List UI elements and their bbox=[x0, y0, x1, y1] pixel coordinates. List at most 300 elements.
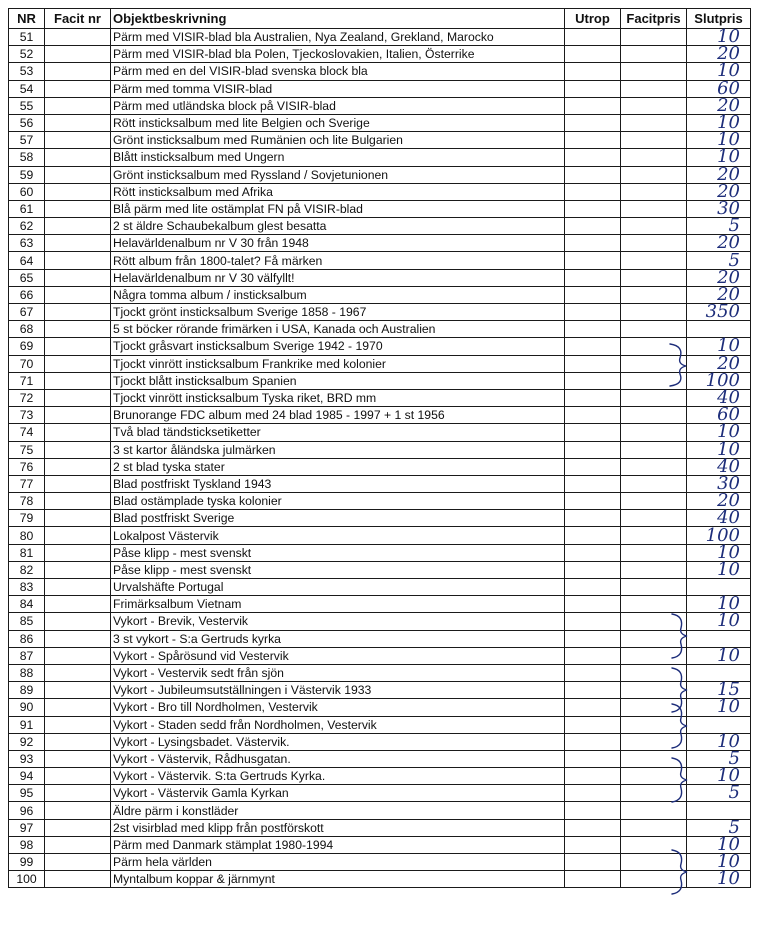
facitpris-cell bbox=[621, 304, 687, 321]
lot-description: 2 st blad tyska stater bbox=[111, 458, 565, 475]
lot-description: Påse klipp - mest svenskt bbox=[111, 544, 565, 561]
utrop-cell bbox=[565, 286, 621, 303]
utrop-cell bbox=[565, 235, 621, 252]
facitpris-cell bbox=[621, 97, 687, 114]
facitpris-cell bbox=[621, 252, 687, 269]
lot-number: 54 bbox=[9, 80, 45, 97]
facit-nr-cell bbox=[45, 768, 111, 785]
utrop-cell bbox=[565, 424, 621, 441]
facit-nr-cell bbox=[45, 630, 111, 647]
table-row bbox=[9, 252, 751, 269]
utrop-cell bbox=[565, 407, 621, 424]
table-row bbox=[9, 785, 751, 802]
lot-number: 52 bbox=[9, 46, 45, 63]
lot-number: 88 bbox=[9, 664, 45, 681]
lot-description: Blad postfriskt Sverige bbox=[111, 510, 565, 527]
table-row bbox=[9, 871, 751, 888]
lot-number: 96 bbox=[9, 802, 45, 819]
lot-number: 100 bbox=[9, 871, 45, 888]
table-row bbox=[9, 407, 751, 424]
slutpris-handwritten: 5 bbox=[687, 750, 751, 767]
utrop-cell bbox=[565, 854, 621, 871]
lot-description: Rött insticksalbum med lite Belgien och Sverige bbox=[111, 114, 565, 131]
utrop-cell bbox=[565, 527, 621, 544]
facit-nr-cell bbox=[45, 596, 111, 613]
table-row bbox=[9, 183, 751, 200]
slutpris-handwritten: 60 bbox=[687, 80, 751, 97]
lot-rows bbox=[9, 26, 751, 890]
facit-nr-cell bbox=[45, 132, 111, 149]
facitpris-cell bbox=[621, 183, 687, 200]
utrop-cell bbox=[565, 768, 621, 785]
facitpris-cell bbox=[621, 286, 687, 303]
facitpris-cell bbox=[621, 561, 687, 578]
utrop-cell bbox=[565, 836, 621, 853]
slutpris-handwritten: 20 bbox=[687, 166, 751, 183]
utrop-cell bbox=[565, 355, 621, 372]
lot-description: Vykort - Vestervik sedt från sjön bbox=[111, 664, 565, 681]
lot-number: 62 bbox=[9, 218, 45, 235]
table-row bbox=[9, 63, 751, 80]
slutpris-handwritten: 60 bbox=[687, 407, 751, 424]
lot-number: 56 bbox=[9, 114, 45, 131]
utrop-cell bbox=[565, 46, 621, 63]
lot-description: Rött insticksalbum med Afrika bbox=[111, 183, 565, 200]
table-row bbox=[9, 682, 751, 699]
utrop-cell bbox=[565, 458, 621, 475]
lot-description: Vykort - Jubileumsutställningen i Västervik 1933 bbox=[111, 682, 565, 699]
facit-nr-cell bbox=[45, 475, 111, 492]
facitpris-cell bbox=[621, 80, 687, 97]
facitpris-cell bbox=[621, 235, 687, 252]
table-row bbox=[9, 80, 751, 97]
table-row bbox=[9, 836, 751, 853]
table-row bbox=[9, 29, 751, 46]
facitpris-cell bbox=[621, 46, 687, 63]
slutpris-handwritten: 10 bbox=[687, 854, 751, 871]
header-utrop: Utrop bbox=[565, 9, 621, 29]
facit-nr-cell bbox=[45, 510, 111, 527]
lot-number: 92 bbox=[9, 733, 45, 750]
lot-description: 2st visirblad med klipp från postförskott bbox=[111, 819, 565, 836]
slutpris-handwritten: 20 bbox=[687, 97, 751, 114]
header-description: Objektbeskrivning bbox=[111, 9, 565, 29]
facit-nr-cell bbox=[45, 716, 111, 733]
lot-description: Pärm med en del VISIR-blad svenska block bla bbox=[111, 63, 565, 80]
utrop-cell bbox=[565, 561, 621, 578]
lot-number: 85 bbox=[9, 613, 45, 630]
utrop-cell bbox=[565, 493, 621, 510]
lot-number: 72 bbox=[9, 389, 45, 406]
utrop-cell bbox=[565, 63, 621, 80]
lot-description: Vykort - Brevik, Vestervik bbox=[111, 613, 565, 630]
utrop-cell bbox=[565, 630, 621, 647]
facitpris-cell bbox=[621, 355, 687, 372]
lot-number: 91 bbox=[9, 716, 45, 733]
facitpris-cell bbox=[621, 785, 687, 802]
table-row bbox=[9, 510, 751, 527]
lot-number: 64 bbox=[9, 252, 45, 269]
slutpris-handwritten: 40 bbox=[687, 389, 751, 406]
header-row bbox=[9, 9, 751, 29]
facit-nr-cell bbox=[45, 613, 111, 630]
lot-number: 79 bbox=[9, 510, 45, 527]
header-facit-nr: Facit nr bbox=[45, 9, 111, 29]
lot-description: Vykort - Västervik, Rådhusgatan. bbox=[111, 750, 565, 767]
facit-nr-cell bbox=[45, 63, 111, 80]
lot-number: 99 bbox=[9, 854, 45, 871]
lot-description: Frimärksalbum Vietnam bbox=[111, 596, 565, 613]
facit-nr-cell bbox=[45, 871, 111, 888]
table-row bbox=[9, 544, 751, 561]
table-row bbox=[9, 304, 751, 321]
lot-number: 68 bbox=[9, 321, 45, 338]
utrop-cell bbox=[565, 579, 621, 596]
facitpris-cell bbox=[621, 664, 687, 681]
facit-nr-cell bbox=[45, 561, 111, 578]
facit-nr-cell bbox=[45, 218, 111, 235]
lot-description: Blad postfriskt Tyskland 1943 bbox=[111, 475, 565, 492]
slutpris-handwritten: 10 bbox=[687, 338, 751, 355]
slutpris-handwritten: 10 bbox=[687, 647, 751, 664]
facitpris-cell bbox=[621, 200, 687, 217]
lot-number: 94 bbox=[9, 768, 45, 785]
slutpris-handwritten: 10 bbox=[687, 132, 751, 149]
lot-number: 66 bbox=[9, 286, 45, 303]
slutpris-handwritten: 350 bbox=[687, 304, 751, 321]
utrop-cell bbox=[565, 304, 621, 321]
facit-nr-cell bbox=[45, 441, 111, 458]
lot-description: Tjockt vinrött insticksalbum Tyska riket, BRD mm bbox=[111, 389, 565, 406]
lot-number: 73 bbox=[9, 407, 45, 424]
lot-description: Två blad tändsticksetiketter bbox=[111, 424, 565, 441]
facit-nr-cell bbox=[45, 355, 111, 372]
lot-description: Tjockt grönt insticksalbum Sverige 1858 - 1967 bbox=[111, 304, 565, 321]
table-row bbox=[9, 768, 751, 785]
lot-number: 65 bbox=[9, 269, 45, 286]
lot-number: 87 bbox=[9, 647, 45, 664]
slutpris-handwritten: 20 bbox=[687, 46, 751, 63]
lot-number: 74 bbox=[9, 424, 45, 441]
header-nr: NR bbox=[9, 9, 45, 29]
slutpris-handwritten: 15 bbox=[687, 682, 751, 699]
facitpris-cell bbox=[621, 29, 687, 46]
facitpris-cell bbox=[621, 613, 687, 630]
header-facitpris: Facitpris bbox=[621, 9, 687, 29]
facit-nr-cell bbox=[45, 407, 111, 424]
table-row bbox=[9, 613, 751, 630]
lot-description: Pärm med utländska block på VISIR-blad bbox=[111, 97, 565, 114]
utrop-cell bbox=[565, 372, 621, 389]
utrop-cell bbox=[565, 750, 621, 767]
facit-nr-cell bbox=[45, 97, 111, 114]
facit-nr-cell bbox=[45, 664, 111, 681]
facit-nr-cell bbox=[45, 836, 111, 853]
facit-nr-cell bbox=[45, 200, 111, 217]
facit-nr-cell bbox=[45, 527, 111, 544]
facitpris-cell bbox=[621, 321, 687, 338]
facit-nr-cell bbox=[45, 458, 111, 475]
lot-description: Vykort - Spårösund vid Vestervik bbox=[111, 647, 565, 664]
facitpris-cell bbox=[621, 836, 687, 853]
utrop-cell bbox=[565, 321, 621, 338]
lot-number: 61 bbox=[9, 200, 45, 217]
lot-description: Myntalbum koppar & järnmynt bbox=[111, 871, 565, 888]
table-row bbox=[9, 596, 751, 613]
lot-number: 57 bbox=[9, 132, 45, 149]
facit-nr-cell bbox=[45, 46, 111, 63]
table-row bbox=[9, 114, 751, 131]
utrop-cell bbox=[565, 114, 621, 131]
slutpris-handwritten: 20 bbox=[687, 355, 751, 372]
table-row bbox=[9, 200, 751, 217]
lot-description: Rött album från 1800-talet? Få märken bbox=[111, 252, 565, 269]
facit-nr-cell bbox=[45, 785, 111, 802]
table-row bbox=[9, 458, 751, 475]
utrop-cell bbox=[565, 269, 621, 286]
lot-number: 76 bbox=[9, 458, 45, 475]
utrop-cell bbox=[565, 166, 621, 183]
slutpris-handwritten: 5 bbox=[687, 785, 751, 802]
slutpris-handwritten: 5 bbox=[687, 252, 751, 269]
lot-description: Några tomma album / insticksalbum bbox=[111, 286, 565, 303]
lot-description: Pärm med Danmark stämplat 1980-1994 bbox=[111, 836, 565, 853]
slutpris-handwritten: 10 bbox=[687, 424, 751, 441]
lot-table bbox=[8, 8, 751, 888]
lot-description: Blå pärm med lite ostämplat FN på VISIR-blad bbox=[111, 200, 565, 217]
facit-nr-cell bbox=[45, 321, 111, 338]
table-row bbox=[9, 750, 751, 767]
slutpris-handwritten: 20 bbox=[687, 269, 751, 286]
lot-description: Blad ostämplade tyska kolonier bbox=[111, 493, 565, 510]
lot-number: 78 bbox=[9, 493, 45, 510]
slutpris-handwritten: 10 bbox=[687, 441, 751, 458]
lot-description: Pärm med VISIR-blad bla Polen, Tjeckoslovakien, Italien, Österrike bbox=[111, 46, 565, 63]
lot-number: 60 bbox=[9, 183, 45, 200]
lot-description: Vykort - Lysingsbadet. Västervik. bbox=[111, 733, 565, 750]
lot-description: Pärm med tomma VISIR-blad bbox=[111, 80, 565, 97]
facit-nr-cell bbox=[45, 338, 111, 355]
slutpris-handwritten: 20 bbox=[687, 235, 751, 252]
lot-description: Grönt insticksalbum med Ryssland / Sovjetunionen bbox=[111, 166, 565, 183]
facitpris-cell bbox=[621, 819, 687, 836]
facitpris-cell bbox=[621, 579, 687, 596]
slutpris-handwritten: 5 bbox=[687, 218, 751, 235]
facit-nr-cell bbox=[45, 29, 111, 46]
lot-number: 75 bbox=[9, 441, 45, 458]
lot-number: 53 bbox=[9, 63, 45, 80]
utrop-cell bbox=[565, 716, 621, 733]
lot-number: 67 bbox=[9, 304, 45, 321]
facitpris-cell bbox=[621, 716, 687, 733]
facitpris-cell bbox=[621, 475, 687, 492]
facitpris-cell bbox=[621, 527, 687, 544]
facitpris-cell bbox=[621, 114, 687, 131]
slutpris-handwritten: 40 bbox=[687, 458, 751, 475]
lot-number: 55 bbox=[9, 97, 45, 114]
table-row bbox=[9, 355, 751, 372]
facit-nr-cell bbox=[45, 579, 111, 596]
slutpris-handwritten: 10 bbox=[687, 613, 751, 630]
facitpris-cell bbox=[621, 699, 687, 716]
facit-nr-cell bbox=[45, 114, 111, 131]
utrop-cell bbox=[565, 252, 621, 269]
slutpris-handwritten: 10 bbox=[687, 871, 751, 888]
header-slutpris: Slutpris bbox=[687, 9, 751, 29]
slutpris-handwritten: 10 bbox=[687, 114, 751, 131]
auction-sheet bbox=[8, 8, 750, 888]
lot-number: 93 bbox=[9, 750, 45, 767]
facitpris-cell bbox=[621, 733, 687, 750]
facitpris-cell bbox=[621, 768, 687, 785]
facit-nr-cell bbox=[45, 647, 111, 664]
facit-nr-cell bbox=[45, 166, 111, 183]
facitpris-cell bbox=[621, 218, 687, 235]
utrop-cell bbox=[565, 510, 621, 527]
lot-number: 81 bbox=[9, 544, 45, 561]
utrop-cell bbox=[565, 149, 621, 166]
slutpris-handwritten: 10 bbox=[687, 544, 751, 561]
utrop-cell bbox=[565, 200, 621, 217]
lot-number: 71 bbox=[9, 372, 45, 389]
table-row bbox=[9, 630, 751, 647]
utrop-cell bbox=[565, 682, 621, 699]
facit-nr-cell bbox=[45, 286, 111, 303]
facitpris-cell bbox=[621, 441, 687, 458]
lot-number: 63 bbox=[9, 235, 45, 252]
table-row bbox=[9, 424, 751, 441]
lot-number: 51 bbox=[9, 29, 45, 46]
table-row bbox=[9, 664, 751, 681]
slutpris-handwritten bbox=[687, 802, 751, 819]
table-row bbox=[9, 321, 751, 338]
facit-nr-cell bbox=[45, 699, 111, 716]
table-row bbox=[9, 802, 751, 819]
lot-number: 59 bbox=[9, 166, 45, 183]
facitpris-cell bbox=[621, 544, 687, 561]
facit-nr-cell bbox=[45, 733, 111, 750]
slutpris-handwritten: 10 bbox=[687, 561, 751, 578]
facitpris-cell bbox=[621, 647, 687, 664]
facitpris-cell bbox=[621, 372, 687, 389]
lot-number: 97 bbox=[9, 819, 45, 836]
facit-nr-cell bbox=[45, 269, 111, 286]
lot-description: Äldre pärm i konstläder bbox=[111, 802, 565, 819]
facitpris-cell bbox=[621, 132, 687, 149]
utrop-cell bbox=[565, 802, 621, 819]
table-row bbox=[9, 97, 751, 114]
table-row bbox=[9, 819, 751, 836]
slutpris-handwritten: 10 bbox=[687, 29, 751, 46]
table-row bbox=[9, 493, 751, 510]
slutpris-handwritten: 20 bbox=[687, 183, 751, 200]
facitpris-cell bbox=[621, 407, 687, 424]
table-row bbox=[9, 647, 751, 664]
lot-description: 3 st kartor åländska julmärken bbox=[111, 441, 565, 458]
facit-nr-cell bbox=[45, 493, 111, 510]
facit-nr-cell bbox=[45, 819, 111, 836]
facit-nr-cell bbox=[45, 389, 111, 406]
table-row bbox=[9, 561, 751, 578]
facitpris-cell bbox=[621, 269, 687, 286]
facit-nr-cell bbox=[45, 183, 111, 200]
utrop-cell bbox=[565, 647, 621, 664]
facitpris-cell bbox=[621, 596, 687, 613]
table-row bbox=[9, 286, 751, 303]
utrop-cell bbox=[565, 596, 621, 613]
utrop-cell bbox=[565, 218, 621, 235]
lot-number: 98 bbox=[9, 836, 45, 853]
facit-nr-cell bbox=[45, 682, 111, 699]
utrop-cell bbox=[565, 733, 621, 750]
lot-number: 77 bbox=[9, 475, 45, 492]
slutpris-handwritten: 10 bbox=[687, 63, 751, 80]
lot-description: Vykort - Västervik. S:ta Gertruds Kyrka. bbox=[111, 768, 565, 785]
table-row bbox=[9, 218, 751, 235]
lot-number: 95 bbox=[9, 785, 45, 802]
slutpris-handwritten: 100 bbox=[687, 372, 751, 389]
slutpris-handwritten: 10 bbox=[687, 733, 751, 750]
facit-nr-cell bbox=[45, 854, 111, 871]
table-row bbox=[9, 475, 751, 492]
slutpris-handwritten: 10 bbox=[687, 149, 751, 166]
table-row bbox=[9, 699, 751, 716]
facitpris-cell bbox=[621, 389, 687, 406]
slutpris-handwritten: 10 bbox=[687, 699, 751, 716]
lot-description: Tjockt vinrött insticksalbum Frankrike med kolonier bbox=[111, 355, 565, 372]
facitpris-cell bbox=[621, 338, 687, 355]
slutpris-handwritten: 10 bbox=[687, 596, 751, 613]
facit-nr-cell bbox=[45, 252, 111, 269]
facitpris-cell bbox=[621, 802, 687, 819]
utrop-cell bbox=[565, 785, 621, 802]
lot-description: Blått insticksalbum med Ungern bbox=[111, 149, 565, 166]
lot-number: 80 bbox=[9, 527, 45, 544]
table-row bbox=[9, 338, 751, 355]
facit-nr-cell bbox=[45, 80, 111, 97]
facitpris-cell bbox=[621, 871, 687, 888]
lot-description: Vykort - Bro till Nordholmen, Vestervik bbox=[111, 699, 565, 716]
slutpris-handwritten: 20 bbox=[687, 286, 751, 303]
utrop-cell bbox=[565, 29, 621, 46]
facit-nr-cell bbox=[45, 304, 111, 321]
utrop-cell bbox=[565, 544, 621, 561]
facit-nr-cell bbox=[45, 802, 111, 819]
utrop-cell bbox=[565, 613, 621, 630]
table-row bbox=[9, 441, 751, 458]
utrop-cell bbox=[565, 871, 621, 888]
utrop-cell bbox=[565, 819, 621, 836]
lot-description: Brunorange FDC album med 24 blad 1985 - 1997 + 1 st 1956 bbox=[111, 407, 565, 424]
facit-nr-cell bbox=[45, 544, 111, 561]
lot-description: Tjockt gråsvart insticksalbum Sverige 1942 - 1970 bbox=[111, 338, 565, 355]
lot-number: 86 bbox=[9, 630, 45, 647]
lot-description: Vykort - Staden sedd från Nordholmen, Vestervik bbox=[111, 716, 565, 733]
lot-description: 2 st äldre Schaubekalbum glest besatta bbox=[111, 218, 565, 235]
utrop-cell bbox=[565, 97, 621, 114]
lot-description: Grönt insticksalbum med Rumänien och lite Bulgarien bbox=[111, 132, 565, 149]
lot-description: Urvalshäfte Portugal bbox=[111, 579, 565, 596]
facitpris-cell bbox=[621, 63, 687, 80]
utrop-cell bbox=[565, 441, 621, 458]
lot-description: Pärm med VISIR-blad bla Australien, Nya Zealand, Grekland, Marocko bbox=[111, 29, 565, 46]
facitpris-cell bbox=[621, 750, 687, 767]
lot-description: Pärm hela världen bbox=[111, 854, 565, 871]
facitpris-cell bbox=[621, 424, 687, 441]
utrop-cell bbox=[565, 389, 621, 406]
facitpris-cell bbox=[621, 854, 687, 871]
facit-nr-cell bbox=[45, 235, 111, 252]
